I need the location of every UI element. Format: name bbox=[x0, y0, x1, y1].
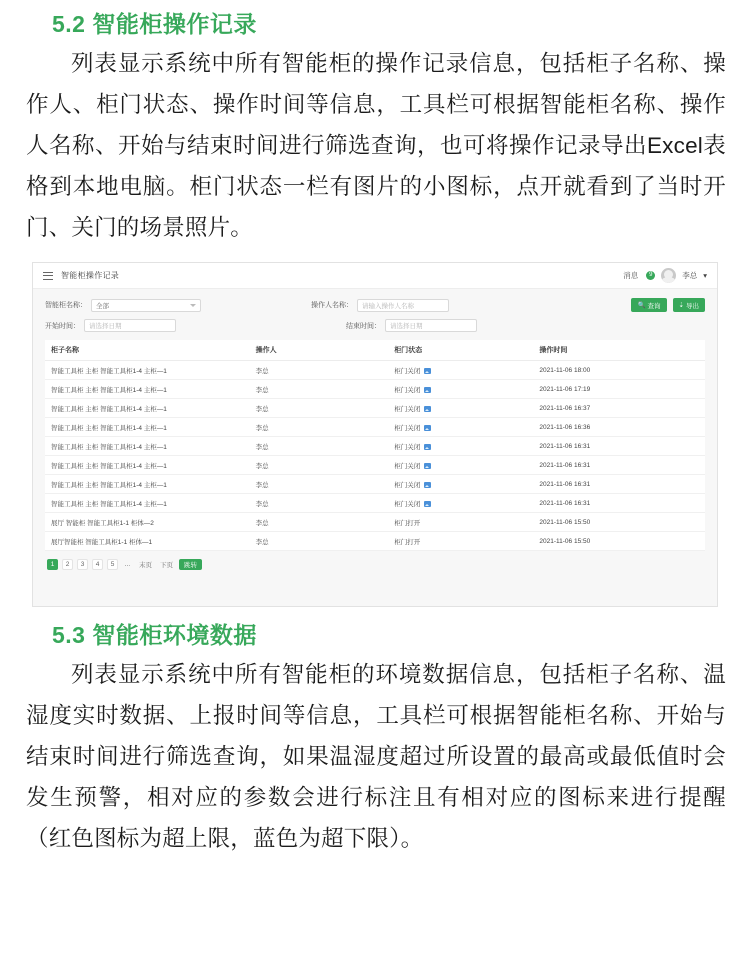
table-row[interactable] bbox=[45, 399, 705, 418]
screenshot-figure bbox=[32, 262, 718, 607]
photo-icon[interactable] bbox=[424, 368, 431, 374]
cell-cabinet: 智能工具柜 主柜 智能工具柜1-4 主柜—1 bbox=[45, 437, 250, 456]
cell-time: 2021-11-06 15:50 bbox=[533, 513, 705, 532]
table-row[interactable] bbox=[45, 437, 705, 456]
end-time-label: 结束时间： bbox=[346, 322, 381, 330]
export-button-label: 导出 bbox=[686, 302, 699, 310]
message-label[interactable]: 消息 bbox=[623, 271, 639, 280]
cell-time: 2021-11-06 16:31 bbox=[533, 475, 705, 494]
end-time-input[interactable] bbox=[385, 319, 477, 332]
section-title: 智能柜环境数据 bbox=[92, 622, 257, 648]
cell-status: 柜门关闭 bbox=[388, 456, 533, 475]
cell-cabinet: 智能工具柜 主柜 智能工具柜1-4 主柜—1 bbox=[45, 456, 250, 475]
operator-filter bbox=[311, 299, 449, 312]
table-row[interactable] bbox=[45, 532, 705, 551]
operator-filter-label: 操作人名称： bbox=[311, 302, 353, 309]
topbar-right bbox=[623, 268, 707, 283]
cell-operator: 李总 bbox=[250, 532, 389, 551]
cell-time: 2021-11-06 16:31 bbox=[533, 456, 705, 475]
start-time-label: 开始时间： bbox=[45, 322, 80, 330]
cabinet-select[interactable] bbox=[91, 299, 201, 312]
page-button-2[interactable]: 2 bbox=[62, 559, 73, 570]
cell-operator: 李总 bbox=[250, 380, 389, 399]
cell-operator: 李总 bbox=[250, 513, 389, 532]
cell-cabinet: 智能工具柜 主柜 智能工具柜1-4 主柜—1 bbox=[45, 380, 250, 399]
download-icon: ⇣ bbox=[678, 302, 684, 309]
table-row[interactable] bbox=[45, 418, 705, 437]
cell-status: 柜门关闭 bbox=[388, 399, 533, 418]
end-time-filter bbox=[346, 319, 477, 332]
search-icon: 🔍 bbox=[637, 302, 646, 309]
photo-icon[interactable] bbox=[424, 463, 431, 469]
cell-cabinet: 智能工具柜 主柜 智能工具柜1-4 主柜—1 bbox=[45, 361, 250, 380]
photo-icon[interactable] bbox=[424, 482, 431, 488]
photo-icon[interactable] bbox=[424, 387, 431, 393]
message-count-badge: 9 bbox=[646, 271, 655, 280]
column-header-time: 操作时间 bbox=[533, 340, 705, 361]
cell-operator: 李总 bbox=[250, 437, 389, 456]
photo-icon[interactable] bbox=[424, 444, 431, 450]
section-number: 5.2 bbox=[52, 11, 86, 37]
operator-input[interactable] bbox=[357, 299, 449, 312]
chevron-down-icon bbox=[190, 304, 196, 307]
last-page-button[interactable]: 末页 bbox=[139, 562, 152, 569]
cell-operator: 李总 bbox=[250, 361, 389, 380]
avatar bbox=[661, 268, 676, 283]
page-button-5[interactable]: 5 bbox=[107, 559, 118, 570]
cell-status: 柜门关闭 bbox=[388, 494, 533, 513]
cell-cabinet: 展厅智能柜 智能工具柜1-1 柜体—1 bbox=[45, 532, 250, 551]
section-paragraph-5-3: 列表显示系统中所有智能柜的环境数据信息，包括柜子名称、温湿度实时数据、上报时间等信息，工具栏可根据智能柜名称、开始与结束时间进行筛选查询，如果温湿度超过所设置的最高或最低值时会发生预警，相对应的参数会进行标注且有相对应的图标来进行提醒（红色图标为超上限，蓝色为超下限）。 bbox=[26, 662, 726, 851]
cell-operator: 李总 bbox=[250, 418, 389, 437]
cell-status: 柜门关闭 bbox=[388, 361, 533, 380]
cell-status: 柜门关闭 bbox=[388, 475, 533, 494]
app-body bbox=[33, 289, 717, 570]
cell-time: 2021-11-06 15:50 bbox=[533, 532, 705, 551]
jump-button[interactable]: 跳转 bbox=[179, 559, 202, 570]
search-button[interactable] bbox=[631, 298, 666, 312]
section-heading-5-2 bbox=[52, 6, 736, 39]
page-button-1[interactable]: 1 bbox=[47, 559, 58, 570]
photo-icon[interactable] bbox=[424, 425, 431, 431]
cell-cabinet: 智能工具柜 主柜 智能工具柜1-4 主柜—1 bbox=[45, 418, 250, 437]
table-row[interactable] bbox=[45, 361, 705, 380]
export-button[interactable] bbox=[673, 298, 705, 312]
operator-input-placeholder: 请输入操作人名称 bbox=[362, 302, 414, 310]
search-button-label: 查询 bbox=[647, 302, 661, 310]
table-row[interactable] bbox=[45, 513, 705, 532]
table-row[interactable] bbox=[45, 475, 705, 494]
cell-cabinet: 智能工具柜 主柜 智能工具柜1-4 主柜—1 bbox=[45, 494, 250, 513]
end-time-placeholder: 请选择日期 bbox=[390, 323, 423, 330]
cell-time: 2021-11-06 16:31 bbox=[533, 437, 705, 456]
column-header-status: 柜门状态 bbox=[388, 340, 533, 361]
user-name[interactable]: 李总 bbox=[682, 271, 698, 280]
cell-time: 2021-11-06 16:31 bbox=[533, 494, 705, 513]
cell-time: 2021-11-06 18:00 bbox=[533, 361, 705, 380]
cabinet-filter-label: 智能柜名称： bbox=[45, 302, 87, 309]
table-header-row bbox=[45, 340, 705, 361]
cell-operator: 李总 bbox=[250, 475, 389, 494]
cell-time: 2021-11-06 17:19 bbox=[533, 380, 705, 399]
page-button-4[interactable]: 4 bbox=[92, 559, 103, 570]
page-button-3[interactable]: 3 bbox=[77, 559, 88, 570]
column-header-operator: 操作人 bbox=[250, 340, 389, 361]
cell-time: 2021-11-06 16:37 bbox=[533, 399, 705, 418]
cell-status: 柜门关闭 bbox=[388, 437, 533, 456]
section-heading-5-3 bbox=[52, 617, 736, 650]
cabinet-filter bbox=[45, 299, 201, 312]
section-title: 智能柜操作记录 bbox=[92, 11, 257, 37]
filter-row-1 bbox=[45, 298, 705, 312]
cell-cabinet: 智能工具柜 主柜 智能工具柜1-4 主柜—1 bbox=[45, 475, 250, 494]
cabinet-select-value: 全部 bbox=[96, 302, 109, 310]
chevron-down-icon[interactable]: ▾ bbox=[703, 271, 707, 280]
next-page-button[interactable]: 下页 bbox=[160, 562, 173, 569]
column-header-cabinet: 柜子名称 bbox=[45, 340, 250, 361]
filter-row-2 bbox=[45, 319, 705, 332]
filter-toolbar bbox=[45, 298, 705, 340]
cell-time: 2021-11-06 16:36 bbox=[533, 418, 705, 437]
start-time-input[interactable] bbox=[84, 319, 176, 332]
table-body bbox=[45, 361, 705, 551]
cell-operator: 李总 bbox=[250, 494, 389, 513]
hamburger-icon[interactable] bbox=[43, 272, 53, 280]
section-paragraph-5-2: 列表显示系统中所有智能柜的操作记录信息，包括柜子名称、操作人、柜门状态、操作时间等信息，工具栏可根据智能柜名称、操作人名称、开始与结束时间进行筛选查询，也可将操作记录导出Excel表格到本地电脑。柜门状态一栏有图片的小图标，点开就看到了当时开门、关门的场景照片。 bbox=[26, 51, 726, 240]
document-page bbox=[0, 6, 750, 958]
toolbar-buttons bbox=[631, 298, 705, 312]
photo-icon[interactable] bbox=[424, 406, 431, 412]
photo-icon[interactable] bbox=[424, 501, 431, 507]
cell-status: 柜门关闭 bbox=[388, 418, 533, 437]
app-title: 智能柜操作记录 bbox=[61, 271, 120, 280]
table-row[interactable] bbox=[45, 456, 705, 475]
cell-operator: 李总 bbox=[250, 456, 389, 475]
cell-cabinet: 展厅 智能柜 智能工具柜1-1 柜体—2 bbox=[45, 513, 250, 532]
app-topbar bbox=[33, 263, 717, 289]
cell-status: 柜门打开 bbox=[388, 513, 533, 532]
cell-operator: 李总 bbox=[250, 399, 389, 418]
cell-cabinet: 智能工具柜 主柜 智能工具柜1-4 主柜—1 bbox=[45, 399, 250, 418]
cell-status: 柜门关闭 bbox=[388, 380, 533, 399]
page-ellipsis: ... bbox=[124, 561, 131, 568]
table-row[interactable] bbox=[45, 494, 705, 513]
pagination bbox=[45, 551, 705, 570]
section-number: 5.3 bbox=[52, 622, 86, 648]
start-time-placeholder: 请选择日期 bbox=[89, 323, 122, 330]
start-time-filter bbox=[45, 319, 176, 332]
records-table bbox=[45, 340, 705, 551]
table-row[interactable] bbox=[45, 380, 705, 399]
cell-status: 柜门打开 bbox=[388, 532, 533, 551]
